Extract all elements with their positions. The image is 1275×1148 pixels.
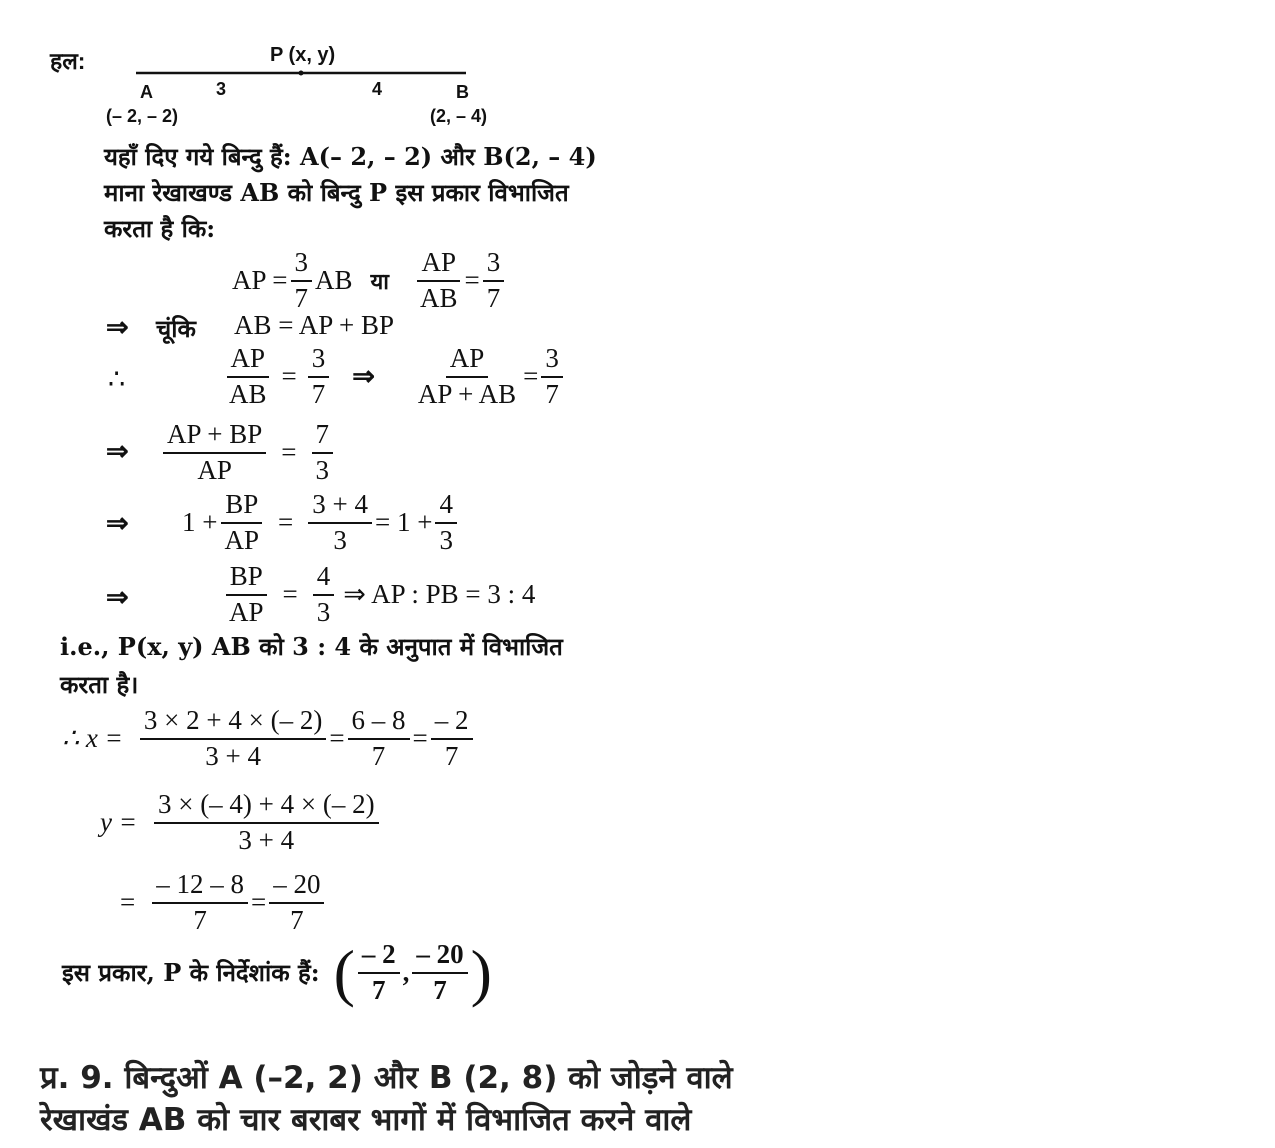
equation-inverted — [160, 420, 336, 485]
eq-lhs: y = — [100, 807, 137, 838]
segment-diagram — [100, 40, 520, 130]
fraction: $\frac{3}{7}$ — [483, 248, 505, 313]
equals-sign: = — [412, 723, 428, 754]
fraction: $\frac{4}{3}$ — [435, 490, 457, 555]
fraction: $\frac{AP + BP}{AP}$ — [163, 420, 266, 485]
eq-lhs: AP = — [232, 265, 288, 296]
final-answer — [62, 936, 492, 1008]
equals-sign: = — [120, 887, 136, 918]
fraction: $\frac{- 2}{7}$ — [358, 940, 400, 1005]
equals-sign: = — [282, 579, 298, 610]
fraction: $\frac{AP}{AP + AB}$ — [417, 343, 517, 409]
assumption-line-end: करता है कि: — [104, 214, 216, 243]
point-a-coordinates: (– 2, – 2) — [106, 106, 179, 126]
right-paren: ) — [470, 936, 492, 1008]
eq-term: 1 + — [182, 507, 218, 538]
fraction: $\frac{6 - 8}{7}$ — [348, 706, 410, 771]
fraction: $\frac{3 + 4}{3}$ — [308, 490, 372, 555]
next-question-line2: रेखाखंड AB को चार बराबर भागों में विभाजित करने वाले — [40, 1102, 692, 1138]
fraction: $\frac{4}{3}$ — [313, 562, 335, 627]
equation-split — [182, 490, 460, 555]
implies-symbol: ⇒ — [106, 312, 129, 342]
fraction: $\frac{BP}{AP}$ — [225, 562, 268, 627]
segment-pb-length: 4 — [372, 79, 383, 99]
point-a-label: A — [140, 82, 153, 102]
equals-sign: = — [281, 361, 297, 392]
or-word: या — [370, 268, 389, 295]
equation-ab-sum: AB = AP + BP — [234, 310, 395, 340]
equals-sign: = — [523, 361, 539, 392]
implies-symbol: ⇒ — [352, 361, 375, 392]
equation-substitution — [222, 344, 566, 409]
solution-label: हल: — [50, 48, 86, 74]
assumption-line: माना रेखाखण्ड AB को बिन्दु P इस प्रकार विभाजित — [104, 178, 569, 207]
fraction: $\frac{3}{7}$ — [291, 248, 313, 313]
equation-x — [62, 706, 476, 771]
equation-ratio-result — [222, 562, 535, 627]
fraction: $\frac{3 \times 2 + 4 \times (- 2)}{3 + 4}$ — [140, 706, 326, 771]
conclusion-line: i.e., P(x, y) AB को 3 : 4 के अनुपात में विभाजित — [60, 632, 563, 661]
since-word: चूंकि — [156, 314, 196, 343]
fraction: $\frac{7}{3}$ — [312, 420, 334, 485]
eq-lhs: ∴ x = — [62, 723, 123, 754]
fraction: $\frac{AP}{AB}$ — [225, 344, 271, 409]
fraction: $\frac{- 2}{7}$ — [431, 706, 473, 771]
fraction: $\frac{- 12 - 8}{7}$ — [152, 870, 248, 935]
given-points-line: यहाँ दिए गये बिन्दु हैं: A(– 2, – 2) और B(2, – 4) — [104, 142, 597, 171]
equation-ap-ratio — [232, 248, 507, 313]
equals-sign: = — [250, 887, 267, 918]
equation-y-simplified — [120, 870, 327, 935]
equals-sign: = — [464, 265, 480, 296]
point-p-label: P (x, y) — [270, 44, 336, 66]
implies-symbol: ⇒ — [106, 436, 129, 466]
point-b-coordinates: (2, – 4) — [430, 106, 488, 126]
fraction: $\frac{- 20}{7}$ — [269, 870, 324, 935]
conclusion-line-end: करता है। — [60, 670, 139, 699]
eq-term: ⇒ AP : PB = 3 : 4 — [343, 579, 536, 610]
fraction: $\frac{3}{7}$ — [308, 344, 330, 409]
implies-symbol: ⇒ — [106, 582, 129, 612]
final-answer-text: इस प्रकार, P के निर्देशांक हैं: — [62, 958, 320, 988]
equals-sign: = — [329, 723, 345, 754]
therefore-symbol: ∴ — [108, 364, 126, 394]
equals-sign: = — [278, 507, 294, 538]
fraction: $\frac{BP}{AP}$ — [220, 490, 263, 555]
segment-line — [100, 40, 520, 80]
equation-y — [100, 790, 382, 855]
comma: , — [402, 957, 410, 988]
fraction: $\frac{3}{7}$ — [541, 344, 563, 409]
left-paren: ( — [333, 936, 355, 1008]
implies-symbol: ⇒ — [106, 508, 129, 538]
segment-ap-length: 3 — [216, 79, 227, 99]
eq-term: = 1 + — [374, 507, 433, 538]
equals-sign: = — [281, 437, 297, 468]
fraction: $\frac{- 20}{7}$ — [412, 940, 467, 1005]
point-b-label: B — [456, 82, 469, 102]
fraction: $\frac{3 \times (- 4) + 4 \times (- 2)}{3 + 4}$ — [154, 790, 379, 855]
fraction: $\frac{AP}{AB}$ — [416, 248, 462, 313]
eq-term: AB — [315, 265, 353, 296]
next-question-line1: प्र. 9. बिन्दुओं A (–2, 2) और B (2, 8) को जोड़ने वाले — [40, 1060, 733, 1096]
